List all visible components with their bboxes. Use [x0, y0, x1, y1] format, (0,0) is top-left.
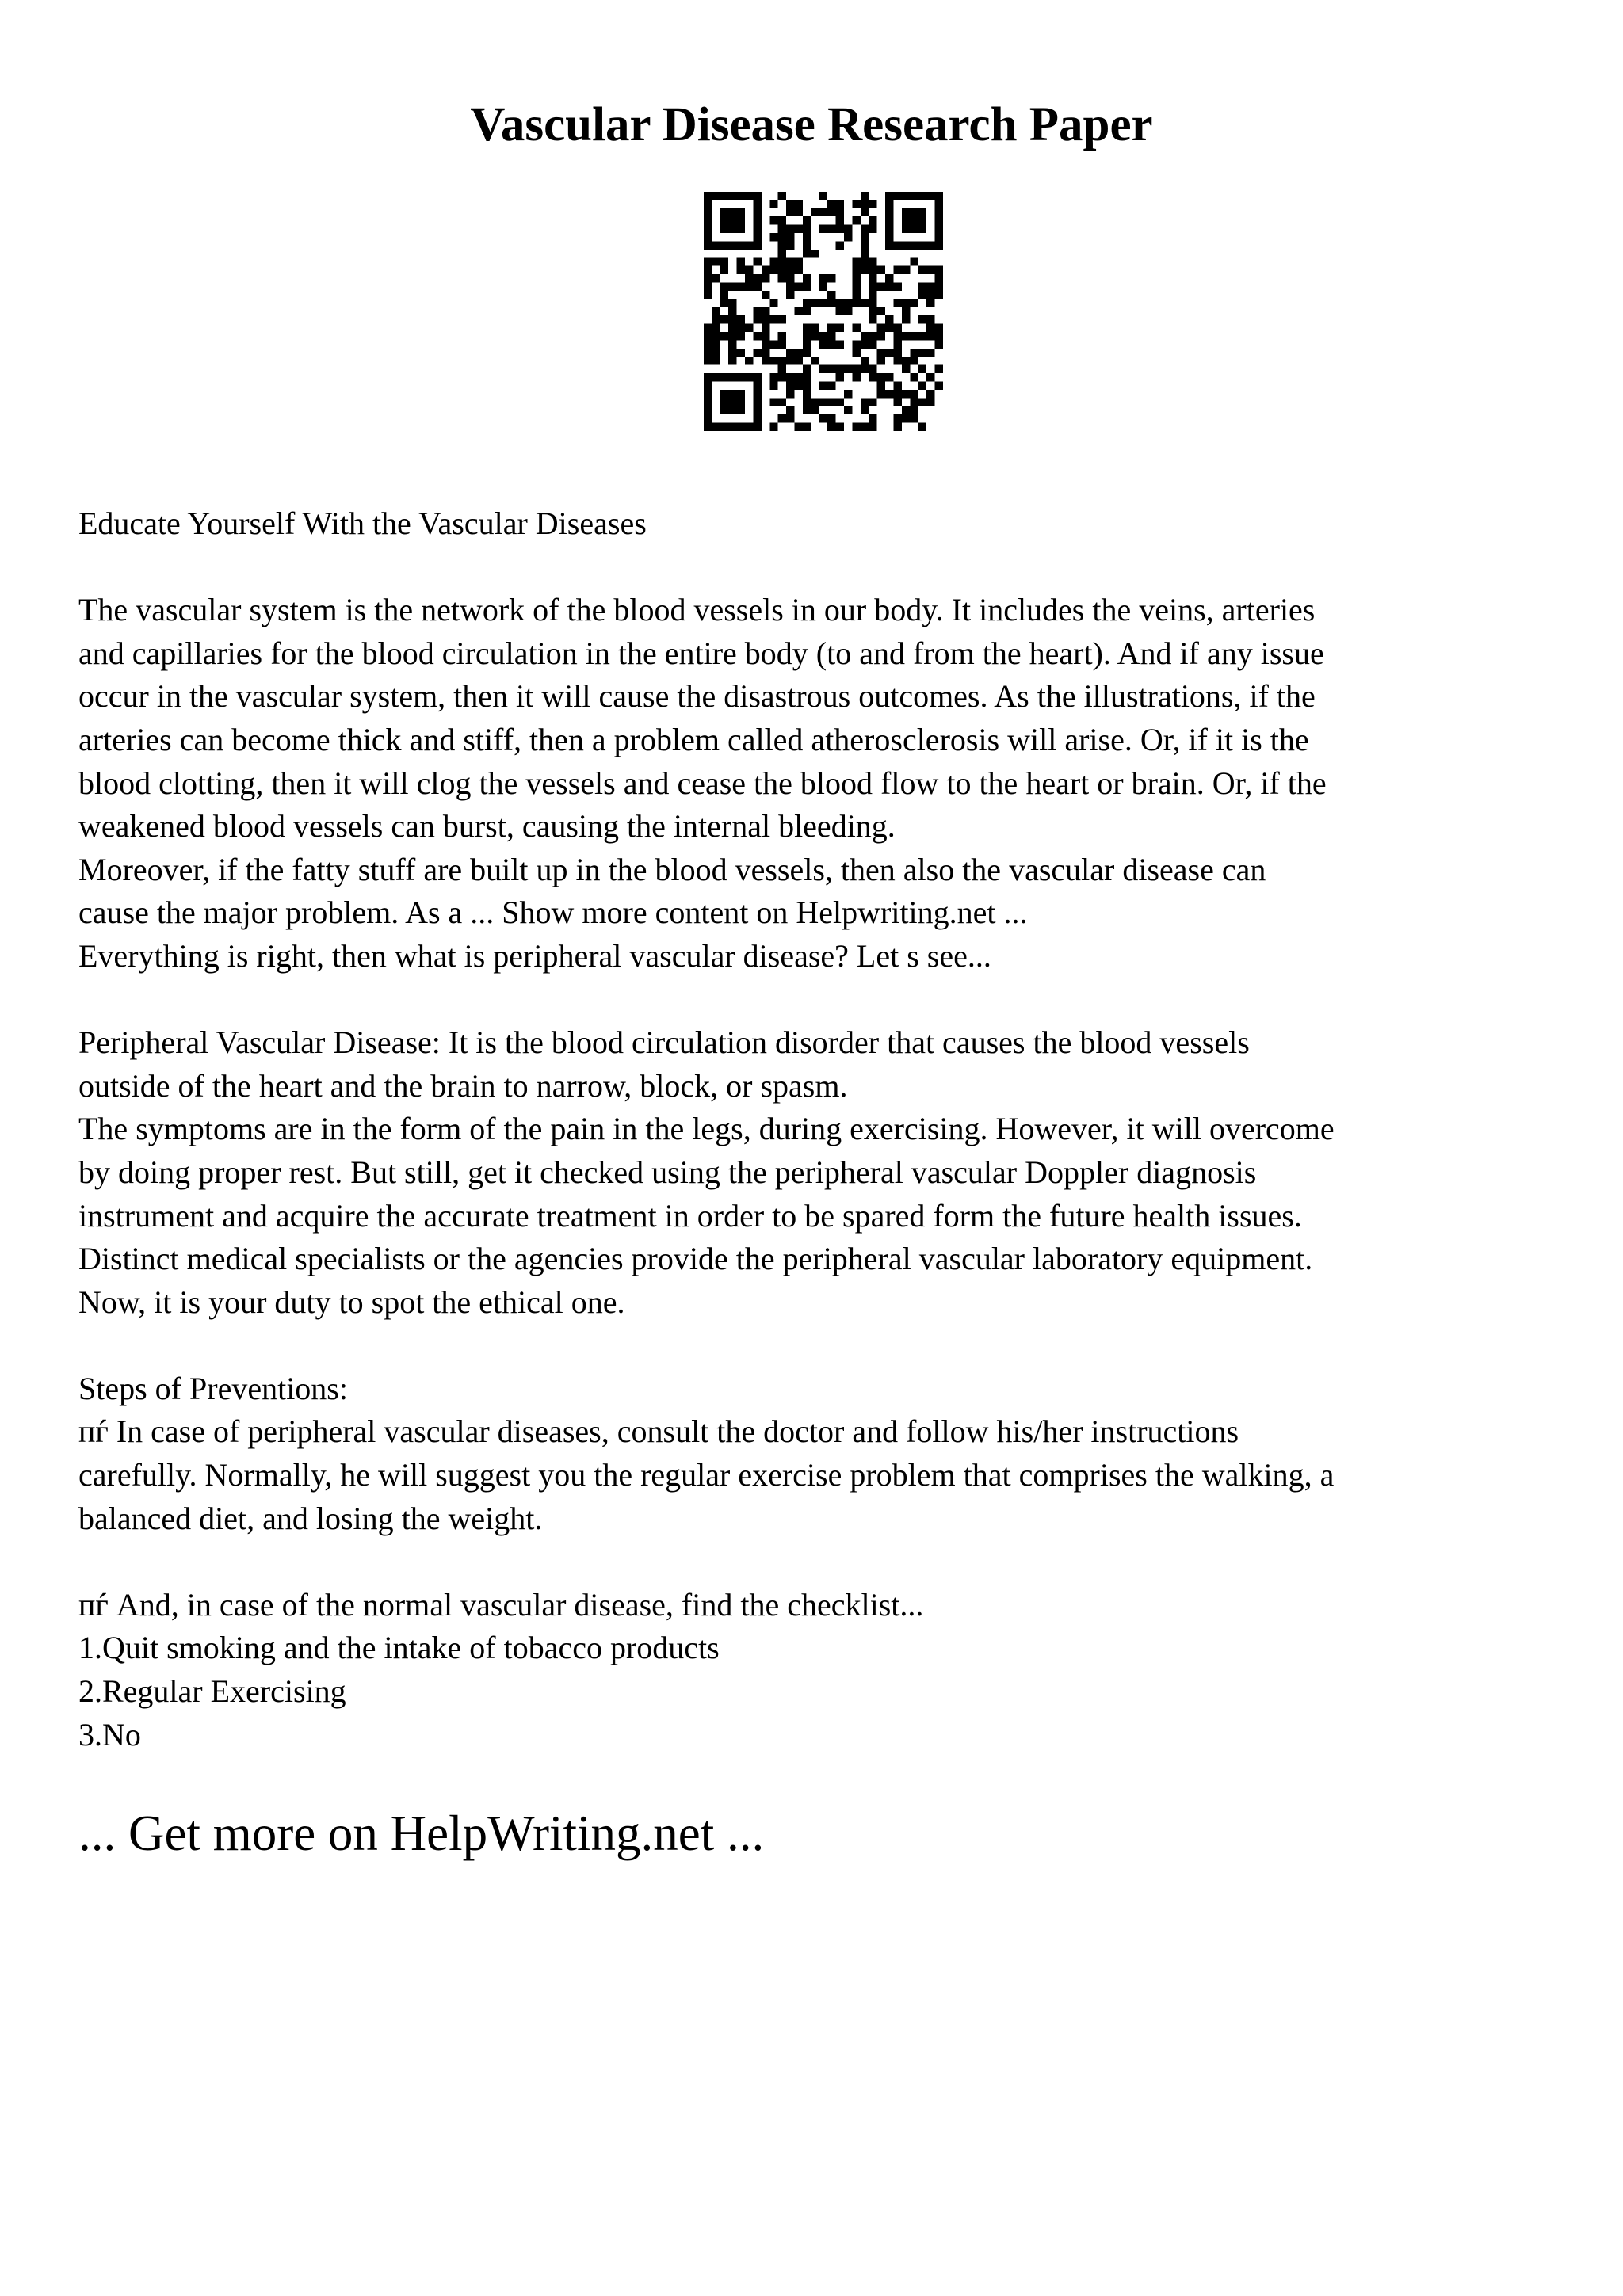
text-line: occur in the vascular system, then it will cause the disastrous outcomes. As the illustrations, if the — [78, 678, 1316, 715]
text-line: Distinct medical specialists or the agencies provide the peripheral vascular laboratory equipment. — [78, 1241, 1313, 1277]
text-line: Moreover, if the fatty stuff are built up in the blood vessels, then also the vascular disease can — [78, 851, 1266, 887]
text-line: instrument and acquire the accurate treatment in order to be spared form the future health issues. — [78, 1197, 1302, 1234]
text-line: 1.Quit smoking and the intake of tobacco products — [78, 1630, 720, 1666]
text-line: 3.No — [78, 1716, 141, 1753]
text-line: outside of the heart and the brain to narrow, block, or spasm. — [78, 1067, 848, 1104]
text-line: arteries can become thick and stiff, then a problem called atherosclerosis will arise. Or, if it is the — [78, 721, 1309, 757]
text-line: weakened blood vessels can burst, causing the internal bleeding. — [78, 808, 896, 845]
body-text — [78, 502, 1560, 1756]
paragraph-gap — [78, 1540, 1560, 1584]
paragraph-gap — [78, 546, 1560, 589]
text-line: The symptoms are in the form of the pain in the legs, during exercising. However, it will overcome — [78, 1111, 1335, 1147]
text-line: Everything is right, then what is peripheral vascular disease? Let s see... — [78, 937, 991, 974]
text-line: 2.Regular Exercising — [78, 1673, 346, 1710]
text-line: пѓ And, in case of the normal vascular disease, find the checklist... — [78, 1586, 924, 1623]
footer-link-text[interactable]: ... Get more on HelpWriting.net ... — [78, 1806, 765, 1861]
text-line: Now, it is your duty to spot the ethical one. — [78, 1283, 625, 1320]
paragraph-gap — [78, 978, 1560, 1022]
text-line: carefully. Normally, he will suggest you the regular exercise problem that comprises the walking, a — [78, 1457, 1335, 1493]
text-line: blood clotting, then it will clog the vessels and cease the blood flow to the heart or brain. Or, if the — [78, 765, 1327, 801]
paragraph-gap — [78, 1324, 1560, 1367]
text-line: and capillaries for the blood circulation in the entire body (to and from the heart). And if any issue — [78, 635, 1324, 671]
text-line: cause the major problem. As a ... Show more content on Helpwriting.net ... — [78, 894, 1028, 931]
text-line: пѓ In case of peripheral vascular diseases, consult the doctor and follow his/her instructions — [78, 1413, 1239, 1450]
page-title: Vascular Disease Research Paper — [470, 98, 1153, 151]
text-line: by doing proper rest. But still, get it checked using the peripheral vascular Doppler diagnosis — [78, 1154, 1257, 1190]
text-line: The vascular system is the network of the blood vessels in our body. It includes the veins, arteries — [78, 592, 1316, 628]
text-line: Peripheral Vascular Disease: It is the blood circulation disorder that causes the blood vessels — [78, 1024, 1250, 1061]
text-line: balanced diet, and losing the weight. — [78, 1500, 543, 1536]
text-line: Steps of Preventions: — [78, 1370, 348, 1406]
qr-code-image — [704, 192, 943, 431]
text-line: Educate Yourself With the Vascular Diseases — [78, 505, 647, 541]
